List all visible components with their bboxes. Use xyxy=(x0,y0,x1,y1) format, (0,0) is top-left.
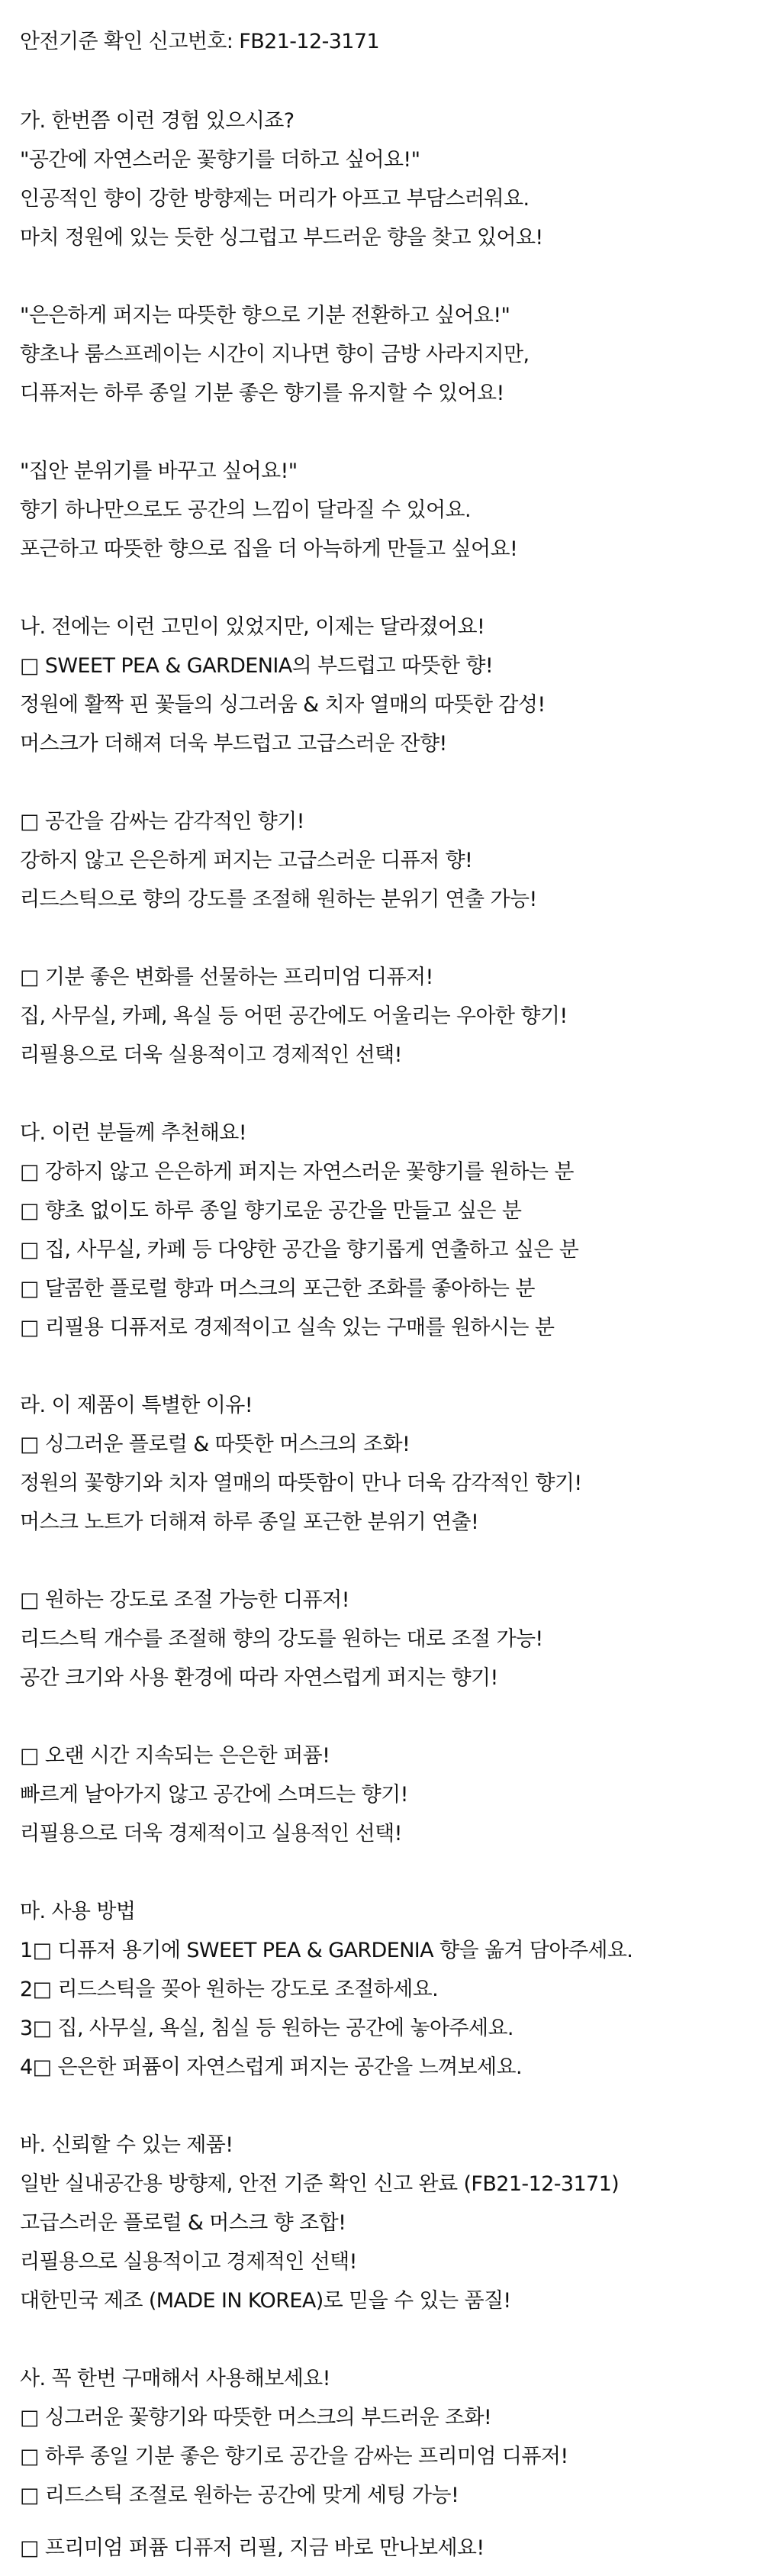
list-item: □ 하루 종일 기분 좋은 향기로 공간을 감싸는 프리미엄 디퓨저! xyxy=(20,2445,568,2468)
section-heading-na: 나. 전에는 이런 고민이 있었지만, 이제는 달라졌어요! xyxy=(20,615,485,639)
text-line: 마치 정원에 있는 듯한 싱그럽고 부드러운 향을 찾고 있어요! xyxy=(20,226,543,250)
text-line: 대한민국 제조 (MADE IN KOREA)로 믿을 수 있는 품질! xyxy=(20,2289,511,2313)
text-line: 리필용으로 더욱 실용적이고 경제적인 선택! xyxy=(20,1043,402,1067)
text-line: 집, 사무실, 카페, 욕실 등 어떤 공간에도 어울리는 우아한 향기! xyxy=(20,1004,568,1028)
list-item: □ 달콤한 플로럴 향과 머스크의 포근한 조화를 좋아하는 분 xyxy=(20,1277,535,1301)
text-line: 향초나 룸스프레이는 시간이 지나면 향이 금방 사라지지만, xyxy=(20,343,530,366)
text-line: □ 싱그러운 플로럴 & 따뜻한 머스크의 조화! xyxy=(20,1433,410,1456)
text-line: 리필용으로 더욱 경제적이고 실용적인 선택! xyxy=(20,1822,402,1846)
list-item: □ 집, 사무실, 카페 등 다양한 공간을 향기롭게 연출하고 싶은 분 xyxy=(20,1238,579,1262)
section-heading-sa: 사. 꼭 한번 구매해서 사용해보세요! xyxy=(20,2367,330,2391)
text-line: "은은하게 퍼지는 따뜻한 향으로 기분 전환하고 싶어요!" xyxy=(20,304,510,327)
list-item: □ 강하지 않고 은은하게 퍼지는 자연스러운 꽃향기를 원하는 분 xyxy=(20,1160,574,1184)
text-line: 일반 실내공간용 방향제, 안전 기준 확인 신고 완료 (FB21-12-3171) xyxy=(20,2172,620,2196)
text-line: □ 공간을 감싸는 감각적인 향기! xyxy=(20,810,304,833)
text-line: 리드스틱으로 향의 강도를 조절해 원하는 분위기 연출 가능! xyxy=(20,888,537,911)
list-item: □ 리드스틱 조절로 원하는 공간에 맞게 세팅 가능! xyxy=(20,2484,459,2507)
text-line: 포근하고 따뜻한 향으로 집을 더 아늑하게 만들고 싶어요! xyxy=(20,537,518,561)
text-line: □ SWEET PEA & GARDENIA의 부드럽고 따뜻한 향! xyxy=(20,654,494,678)
text-line: "공간에 자연스러운 꽃향기를 더하고 싶어요!" xyxy=(20,148,420,172)
usage-step: 3□ 집, 사무실, 욕실, 침실 등 원하는 공간에 놓아주세요. xyxy=(20,2017,513,2040)
section-heading-ra: 라. 이 제품이 특별한 이유! xyxy=(20,1394,253,1417)
text-line: 리필용으로 실용적이고 경제적인 선택! xyxy=(20,2250,357,2274)
text-line: □ 기분 좋은 변화를 선물하는 프리미엄 디퓨저! xyxy=(20,966,433,989)
text-line: 머스크가 더해져 더욱 부드럽고 고급스러운 잔향! xyxy=(20,732,447,756)
list-item: □ 리필용 디퓨저로 경제적이고 실속 있는 구매를 원하시는 분 xyxy=(20,1316,555,1340)
section-heading-ga: 가. 한번쯤 이런 경험 있으시죠? xyxy=(20,109,295,133)
text-line: 고급스러운 플로럴 & 머스크 향 조합! xyxy=(20,2211,346,2235)
usage-step: 4□ 은은한 퍼퓸이 자연스럽게 퍼지는 공간을 느껴보세요. xyxy=(20,2055,522,2079)
text-line: 머스크 노트가 더해져 하루 종일 포근한 분위기 연출! xyxy=(20,1510,479,1534)
usage-step: 1□ 디퓨저 용기에 SWEET PEA & GARDENIA 향을 옮겨 담아주세요. xyxy=(20,1939,633,1962)
usage-step: 2□ 리드스틱을 꽂아 원하는 강도로 조절하세요. xyxy=(20,1978,439,2001)
section-heading-ba: 바. 신뢰할 수 있는 제품! xyxy=(20,2133,233,2157)
text-line: 강하지 않고 은은하게 퍼지는 고급스러운 디퓨저 향! xyxy=(20,849,473,872)
text-line: □ 원하는 강도로 조절 가능한 디퓨저! xyxy=(20,1588,349,1612)
text-line: 디퓨저는 하루 종일 기분 좋은 향기를 유지할 수 있어요! xyxy=(20,382,504,405)
safety-report-number: 안전기준 확인 신고번호: FB21-12-3171 xyxy=(20,30,380,53)
text-line: 정원에 활짝 핀 꽃들의 싱그러움 & 치자 열매의 따뜻한 감성! xyxy=(20,693,546,717)
text-line: 인공적인 향이 강한 방향제는 머리가 아프고 부담스러워요. xyxy=(20,187,530,211)
text-line: 빠르게 날아가지 않고 공간에 스며드는 향기! xyxy=(20,1783,408,1807)
text-line: "집안 분위기를 바꾸고 싶어요!" xyxy=(20,459,298,483)
section-heading-ma: 마. 사용 방법 xyxy=(20,1900,136,1923)
text-line: 리드스틱 개수를 조절해 향의 강도를 원하는 대로 조절 가능! xyxy=(20,1627,543,1651)
list-item: □ 향초 없이도 하루 종일 향기로운 공간을 만들고 싶은 분 xyxy=(20,1199,522,1223)
text-line: 향기 하나만으로도 공간의 느낌이 달라질 수 있어요. xyxy=(20,498,471,522)
text-line: 정원의 꽃향기와 치자 열매의 따뜻함이 만나 더욱 감각적인 향기! xyxy=(20,1472,582,1495)
text-line: 공간 크기와 사용 환경에 따라 자연스럽게 퍼지는 향기! xyxy=(20,1666,498,1690)
closing-line: □ 프리미엄 퍼퓸 디퓨저 리필, 지금 바로 만나보세요! xyxy=(20,2536,485,2560)
list-item: □ 싱그러운 꽃향기와 따뜻한 머스크의 부드러운 조화! xyxy=(20,2406,492,2429)
text-line: □ 오랜 시간 지속되는 은은한 퍼퓸! xyxy=(20,1744,330,1768)
section-heading-da: 다. 이런 분들께 추천해요! xyxy=(20,1121,246,1145)
